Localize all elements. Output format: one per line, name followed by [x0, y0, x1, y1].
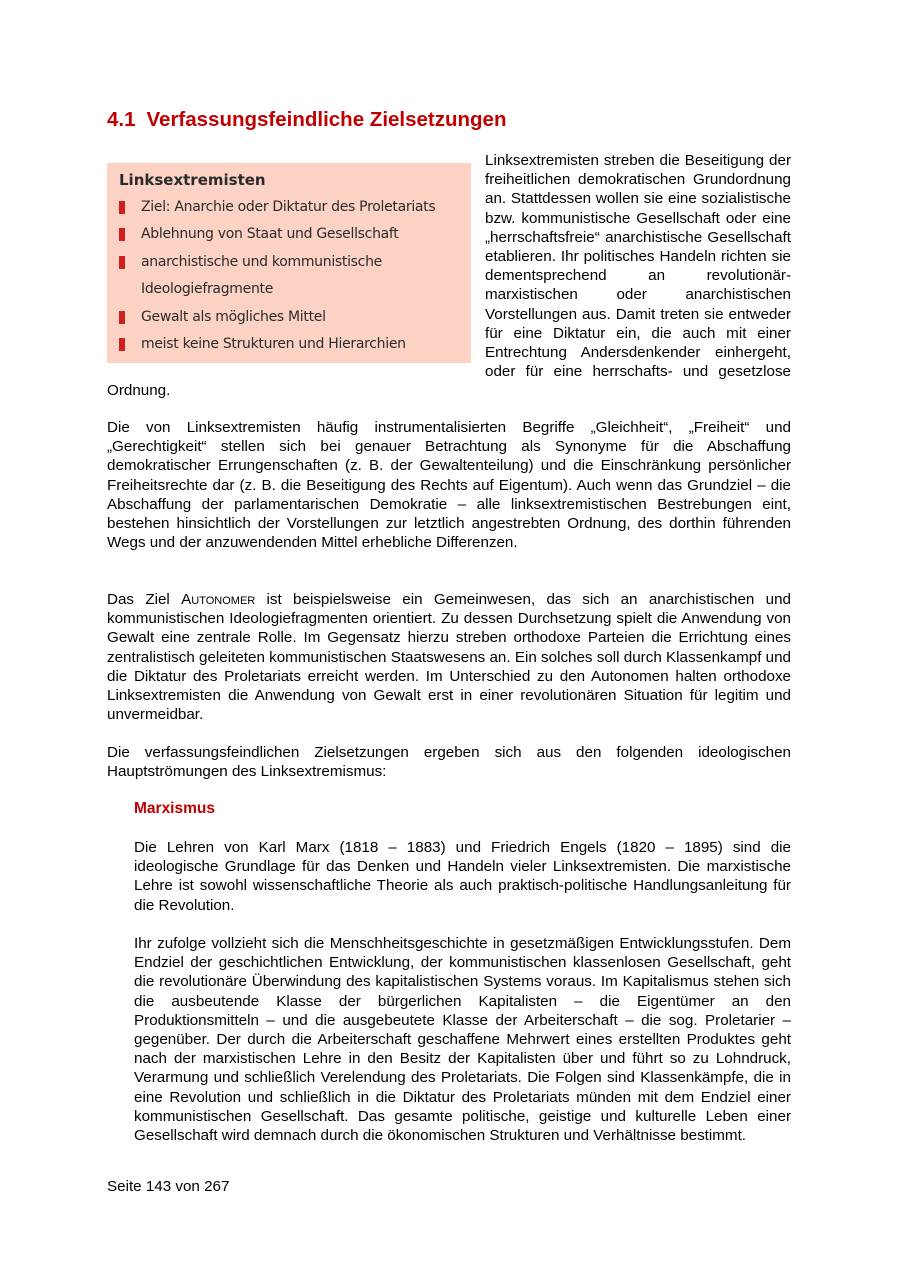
term-autonomer: Autonomer [181, 591, 256, 608]
summary-item: Ziel: Anarchie oder Diktatur des Proletariats [119, 194, 463, 221]
paragraph-terms: Die von Linksextremisten häufig instrumentalisierten Begriffe „Gleichheit“, „Freiheit“ und „Gerechtigkeit“ stellen sich bei genauer Betrachtung als Synonyme für die Abschaffung demokratischer Errungenschaften (z. B. der Gewaltenteilung) und die Einschränkung persönlicher Freiheitsrechte dar (z. B. die Beseitigung des Rechts auf Eigentum). Auch wenn das Grundziel – die Abschaffung der parlamentarischen Demokratie – alle linksextremistischen Bestrebungen eint, bestehen hinsichtlich der Vorstellungen zur letztlich angestrebten Ordnung, des dorthin führenden Wegs und der anzuwendenden Mittel erhebliche Differenzen. [107, 419, 791, 552]
summary-item: meist keine Strukturen und Hierarchien [119, 331, 463, 358]
section-number: 4.1 [107, 108, 136, 131]
marxism-heading: Marxismus [134, 800, 215, 817]
intro-paragraph: Linksextremisten streben die Beseitigung der freiheitlichen demokratischen Grundordnung an. Stattdessen wollen sie eine sozialistische bzw. kommunistische Gesellschaft oder eine „herrschaftsfreie“ anarchistische Gesellschaft etablieren. Ihr politisches Handeln richten sie dementsprechend an revolutionär-marxistischen oder anarchistischen Vorstellungen aus. Damit treten sie entweder für eine Diktatur ein, die auch mit einer Entrechtung Andersdenkender einhergeht, oder für eine herrschafts- und gesetzlose Ordnung. [107, 152, 791, 400]
summary-box-title: Linksextremisten [119, 171, 266, 189]
bullet-icon [119, 256, 125, 269]
summary-list [119, 194, 463, 358]
bullet-icon [119, 338, 125, 351]
marxism-paragraph-1: Die Lehren von Karl Marx (1818 – 1883) und Friedrich Engels (1820 – 1895) sind die ideologische Grundlage für das Denken und Handeln vieler Linksextremisten. Die marxistische Lehre ist sowohl wissenschaftliche Theorie als auch praktisch-politische Handlungsanleitung für die Revolution. [134, 839, 791, 914]
summary-item: anarchistische und kommunistische Ideologiefragmente [119, 249, 463, 304]
marxism-paragraph-2: Ihr zufolge vollzieht sich die Menschheitsgeschichte in gesetzmäßigen Entwicklungsstufen. Dem Endziel der geschichtlichen Entwicklung, der kommunistischen klassenlosen Gesellschaft, geht die revolutionäre Überwindung des kapitalistischen Systems voraus. Im Kapitalismus stehen sich die ausbeutende Klasse der bürgerlichen Kapitalisten – die Eigentümer an den Produktionsmitteln – und die ausgebeutete Klasse der Arbeiterschaft – die sog. Proletarier – gegenüber. Der durch die Arbeiterschaft geschaffene Mehrwert eines erstellten Produktes geht nach der marxistischen Lehre in den Besitz der Kapitalisten über und führt so zu Lohndruck, Verarmung und schließlich Verelendung des Proletariats. Die Folgen sind Klassenkämpfe, die in eine Revolution und schließlich in die Diktatur des Proletariats münden mit dem Endziel einer kommunistischen Gesellschaft. Das gesamte politische, geistige und kulturelle Leben einer Gesellschaft wird demnach durch die ökonomischen Strukturen und Verhältnisse bestimmt. [134, 935, 791, 1145]
paragraph-autonome: Das Ziel Autonomer ist beispielsweise ein Gemeinwesen, das sich an anarchistischen und kommunistischen Ideologiefragmenten orientiert. Zu dessen Durchsetzung spielt die Anwendung von Gewalt eine zentrale Rolle. Im Gegensatz hierzu streben orthodoxe Parteien die Errichtung eines zentralistisch geleiteten kommunistischen Staatswesens an. Ein solches soll durch Klassenkampf und die Diktatur des Proletariats erreicht werden. Im Unterschied zu den Autonomen halten orthodoxe Linksextremisten die Anwendung von Gewalt erst in einer revolutionären Situation für legitim und unvermeidbar. [107, 591, 792, 724]
bullet-icon [119, 201, 125, 214]
page-number: Seite 143 von 267 [107, 1178, 230, 1195]
intro-block [107, 151, 791, 401]
section-title: Verfassungsfeindliche Zielsetzungen [146, 108, 507, 131]
bullet-icon [119, 311, 125, 324]
summary-item: Gewalt als mögliches Mittel [119, 304, 463, 331]
section-heading [107, 108, 506, 132]
paragraph-ideologies: Die verfassungsfeindlichen Zielsetzungen ergeben sich aus den folgenden ideologischen Hauptströmungen des Linksextremismus: [107, 744, 791, 781]
summary-item: Ablehnung von Staat und Gesellschaft [119, 221, 463, 248]
bullet-icon [119, 228, 125, 241]
summary-box [107, 163, 471, 363]
